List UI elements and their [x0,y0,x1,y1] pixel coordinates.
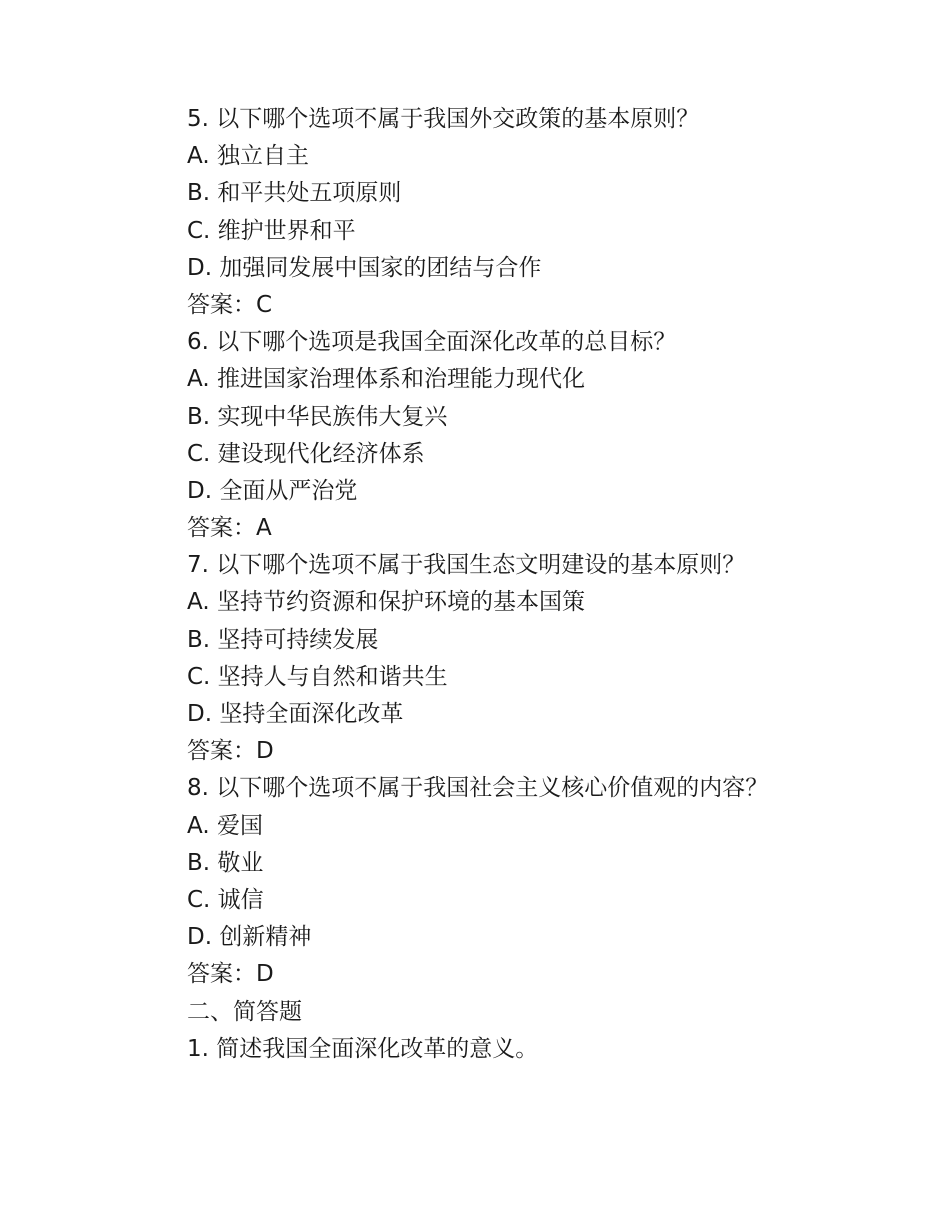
question-5-answer: 答案：C [187,291,273,318]
question-7-option-c: C. 坚持人与自然和谐共生 [187,663,448,690]
question-5-option-b: B. 和平共处五项原则 [187,180,402,207]
question-6-option-d: D. 全面从严治党 [187,477,358,504]
document-content [187,101,887,1068]
short-answer-question-1: 1. 简述我国全面深化改革的意义。 [187,1035,539,1062]
question-8-answer: 答案：D [187,961,274,988]
question-5: 5. 以下哪个选项不属于我国外交政策的基本原则？ [187,106,700,132]
question-7-option-b: B. 坚持可持续发展 [187,626,379,653]
question-8-option-c: C. 诚信 [187,886,264,913]
question-7-answer: 答案：D [187,738,274,765]
question-5-option-c: C. 维护世界和平 [187,217,356,244]
question-7-option-d: D. 坚持全面深化改革 [187,701,404,727]
question-8: 8. 以下哪个选项不属于我国社会主义核心价值观的内容？ [187,775,769,802]
question-8-option-a: A. 爱国 [187,812,263,839]
question-6: 6. 以下哪个选项是我国全面深化改革的总目标？ [187,329,677,356]
question-6-answer: 答案：A [187,515,272,542]
question-6-option-a: A. 推进国家治理体系和治理能力现代化 [187,366,585,393]
question-7-option-a: A. 坚持节约资源和保护环境的基本国策 [187,589,585,616]
question-6-option-b: B. 实现中华民族伟大复兴 [187,403,448,430]
question-8-option-d: D. 创新精神 [187,924,312,951]
section-heading-short-answer: 二、简答题 [187,998,302,1025]
question-8-option-b: B. 敬业 [187,849,264,876]
question-7: 7. 以下哪个选项不属于我国生态文明建设的基本原则？ [187,552,746,579]
question-6-option-c: C. 建设现代化经济体系 [187,440,425,467]
question-5-option-d: D. 加强同发展中国家的团结与合作 [187,254,542,281]
question-5-option-a: A. 独立自主 [187,143,309,170]
